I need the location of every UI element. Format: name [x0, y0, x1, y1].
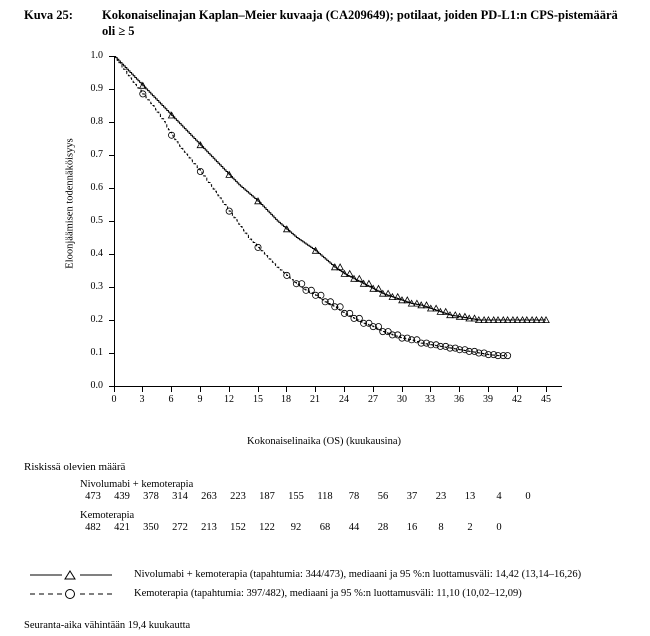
x-tick-label: 30 [397, 394, 407, 405]
dashed-circle-line-icon [30, 587, 122, 601]
risk-count: 2 [467, 522, 473, 533]
risk-row [80, 491, 634, 507]
y-tick-label: 0.3 [90, 281, 103, 292]
x-axis-label: Kokonaiselinaika (OS) (kuukausina) [247, 436, 401, 447]
risk-count: 8 [438, 522, 444, 533]
x-tick-label: 15 [253, 394, 263, 405]
y-tick-label: 0.7 [90, 149, 103, 160]
risk-count: 44 [348, 522, 360, 533]
risk-table-title: Riskissä olevien määrä [24, 461, 126, 473]
survival-curves [114, 56, 562, 392]
risk-count: 152 [230, 522, 246, 533]
y-tick-label: 0.6 [90, 182, 103, 193]
figure-title: Kokonaiselinajan Kaplan–Meier kuvaaja (CA209649); potilaat, joiden PD-L1:n CPS-pistemäärä oli ≥ 5 [102, 8, 618, 38]
risk-count: 16 [406, 522, 418, 533]
legend-label: Nivolumabi + kemoterapia (tapahtumia: 344/473), mediaani ja 95 %:n luottamusväli: 14,42 (13,14–16,26) [134, 569, 582, 580]
risk-count: 223 [230, 491, 246, 502]
x-tick-label: 42 [512, 394, 522, 405]
y-tick-label: 1.0 [90, 50, 103, 61]
risk-count: 421 [114, 522, 130, 533]
figure-label: Kuva 25: [24, 8, 73, 22]
x-tick-label: 3 [139, 394, 145, 405]
risk-count: 92 [290, 522, 302, 533]
risk-count: 122 [259, 522, 275, 533]
risk-count: 0 [525, 491, 531, 502]
y-tick-label: 0.4 [90, 248, 103, 259]
x-tick-label: 18 [281, 394, 291, 405]
x-tick-label: 36 [454, 394, 464, 405]
risk-count: 272 [172, 522, 188, 533]
legend-label: Kemoterapia (tapahtumia: 397/482), mediaani ja 95 %:n luottamusväli: 11,10 (10,02–12,09) [134, 588, 522, 599]
risk-table [24, 461, 634, 541]
risk-count: 187 [259, 491, 275, 502]
risk-count: 4 [496, 491, 502, 502]
x-tick-label: 6 [168, 394, 174, 405]
x-tick-label: 39 [483, 394, 493, 405]
chart-container [24, 48, 624, 453]
risk-count: 155 [288, 491, 304, 502]
y-tick-label: 0.0 [90, 380, 103, 391]
x-tick-label: 33 [425, 394, 435, 405]
risk-count: 118 [317, 491, 333, 502]
risk-group-label: Nivolumabi + kemoterapia [80, 479, 194, 490]
risk-group-label: Kemoterapia [80, 510, 135, 521]
x-tick-label: 9 [197, 394, 203, 405]
legend-entry-chemotherapy [24, 587, 644, 604]
risk-count: 263 [201, 491, 217, 502]
risk-count: 473 [85, 491, 101, 502]
risk-count: 0 [496, 522, 502, 533]
risk-count: 213 [201, 522, 217, 533]
y-tick-label: 0.5 [90, 215, 103, 226]
y-tick-label: 0.2 [90, 314, 103, 325]
y-tick-label: 0.9 [90, 83, 103, 94]
risk-count: 56 [377, 491, 389, 502]
y-tick-label: 0.1 [90, 347, 103, 358]
solid-triangle-line-icon [30, 568, 122, 582]
x-tick-label: 0 [111, 394, 117, 405]
curve-nivolumab-chemo [114, 56, 549, 323]
plot-area [90, 50, 594, 416]
x-tick-label: 21 [310, 394, 320, 405]
risk-count: 350 [143, 522, 159, 533]
x-tick-label: 27 [368, 394, 378, 405]
x-tick-label: 45 [541, 394, 551, 405]
risk-count: 68 [319, 522, 331, 533]
risk-count: 23 [435, 491, 447, 502]
legend-footnote: Seuranta-aika vähintään 19,4 kuukautta [24, 620, 191, 631]
risk-count: 314 [172, 491, 188, 502]
risk-count: 482 [85, 522, 101, 533]
risk-count: 439 [114, 491, 130, 502]
risk-count: 378 [143, 491, 159, 502]
risk-count: 37 [406, 491, 418, 502]
risk-count: 13 [464, 491, 476, 502]
risk-group-nivolumab [80, 479, 634, 538]
risk-count: 28 [377, 522, 389, 533]
y-axis-label: Eloonjäämisen todennäköisyys [64, 138, 76, 269]
legend-entry-nivolumab [24, 568, 644, 585]
chart-legend [24, 568, 644, 606]
x-tick-label: 24 [339, 394, 349, 405]
x-tick-label: 12 [224, 394, 234, 405]
figure-header [24, 8, 624, 39]
risk-count: 78 [348, 491, 360, 502]
y-tick-label: 0.8 [90, 116, 103, 127]
risk-row [80, 522, 634, 538]
